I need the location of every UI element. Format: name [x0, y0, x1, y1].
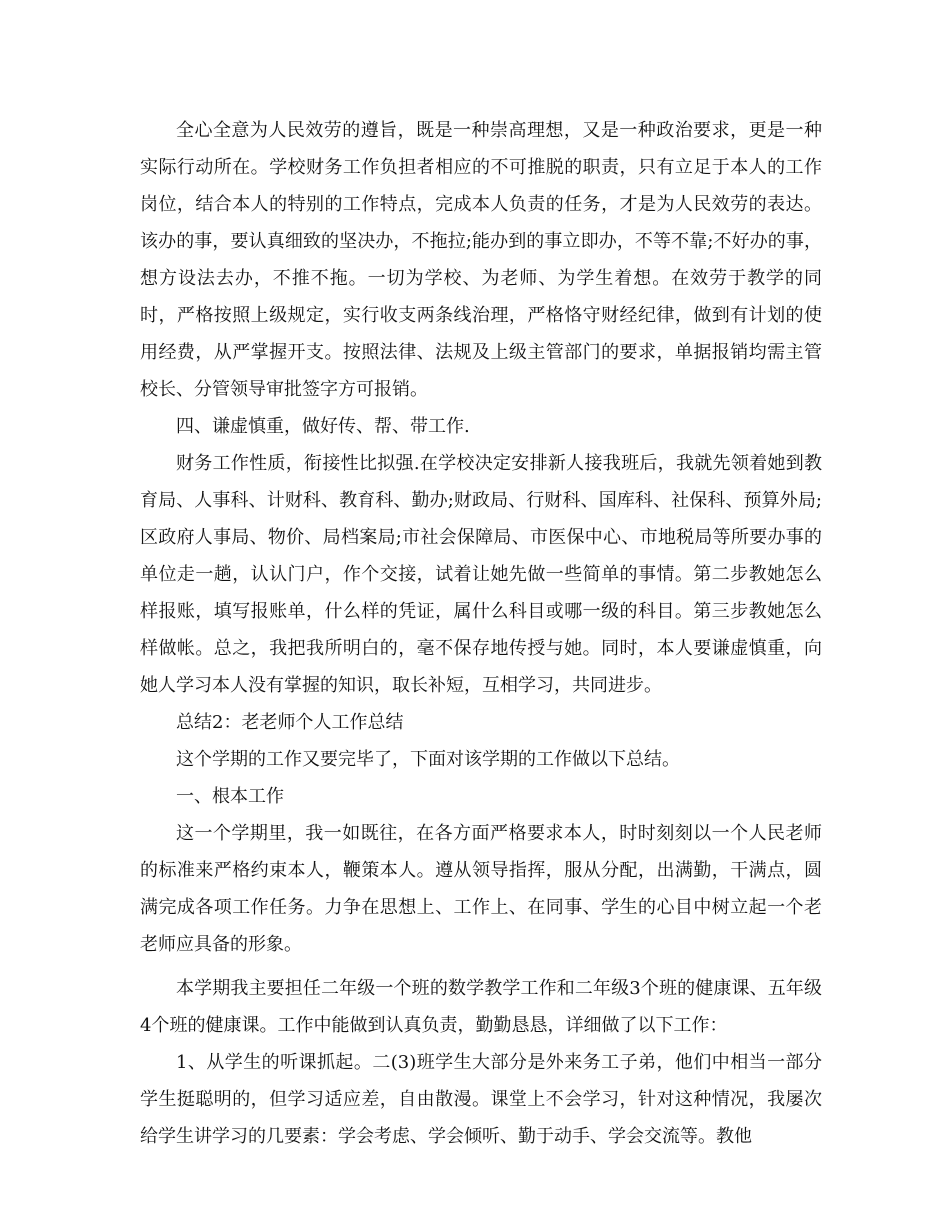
paragraph-handover: 财务工作性质，衔接性比拟强.在学校决定安排新人接我班后，我就先领着她到教育局、人事科、计财科、教育科、勤办;财政局、行财科、国库科、社保科、预算外局;区政府人事局、物价、局档案局;市社会保障局、市医保中心、市地税局等所要办事的单位走一趟，认认门户，作个交接，试着让她先做一些简单的事情。第二步教她怎么样报账，填写报账单，什么样的凭证，属什么科目或哪一级的科目。第三步教她怎么样做帐。总之，我把我所明白的，毫不保存地传授与她。同时，本人要谦虚慎重，向她人学习本人没有掌握的知识，取长补短，互相学习，共同进步。: [140, 453, 822, 696]
paragraph-listening: 1、从学生的听课抓起。二(3)班学生大部分是外来务工子弟，他们中相当一部分学生挺聪明的，但学习适应差，自由散漫。课堂上不会学习，针对这种情况，我屡次给学生讲学习的几要素：学会考虑、学会倾听、勤于动手、学会交流等。教他: [140, 1052, 822, 1147]
section-heading-four: 四、谦虚慎重，做好传、帮、带工作.: [176, 416, 470, 437]
paragraph-service-purpose: 全心全意为人民效劳的遵旨，既是一种崇高理想，又是一种政治要求，更是一种实际行动所在。学校财务工作负担者相应的不可推脱的职责，只有立足于本人的工作岗位，结合本人的特别的工作特点，完成本人负责的任务，才是为人民效劳的表达。该办的事，要认真细致的坚决办，不拖拉;能办到的事立即办，不等不靠;不好办的事，想方设法去办，不推不拖。一切为学校、为老师、为学生着想。在效劳于教学的同时，严格按照上级规定，实行收支两条线治理，严格恪守财经纪律，做到有计划的使用经费，从严掌握开支。按照法律、法规及上级主管部门的要求，单据报销均需主管校长、分管领导审批签字方可报销。: [140, 120, 822, 400]
paragraph-intro: 这个学期的工作又要完毕了，下面对该学期的工作做以下总结。: [176, 749, 680, 770]
document-page: [140, 112, 822, 1155]
paragraph-teaching-load: 本学期我主要担任二年级一个班的数学教学工作和二年级3个班的健康课、五年级4个班的健康课。工作中能做到认真负责，勤勤恳恳，详细做了以下工作：: [140, 978, 822, 1036]
paragraph-basic-work: 这一个学期里，我一如既往，在各方面严格要求本人，时时刻刻以一个人民老师的标准来严格约束本人，鞭策本人。遵从领导指挥，服从分配，出满勤，干满点，圆满完成各项工作任务。力争在思想上、工作上、在同事、学生的心目中树立起一个老老师应具备的形象。: [140, 823, 822, 955]
section-heading-one: 一、根本工作: [176, 786, 284, 807]
summary-title: 总结2：老老师个人工作总结: [176, 712, 404, 733]
